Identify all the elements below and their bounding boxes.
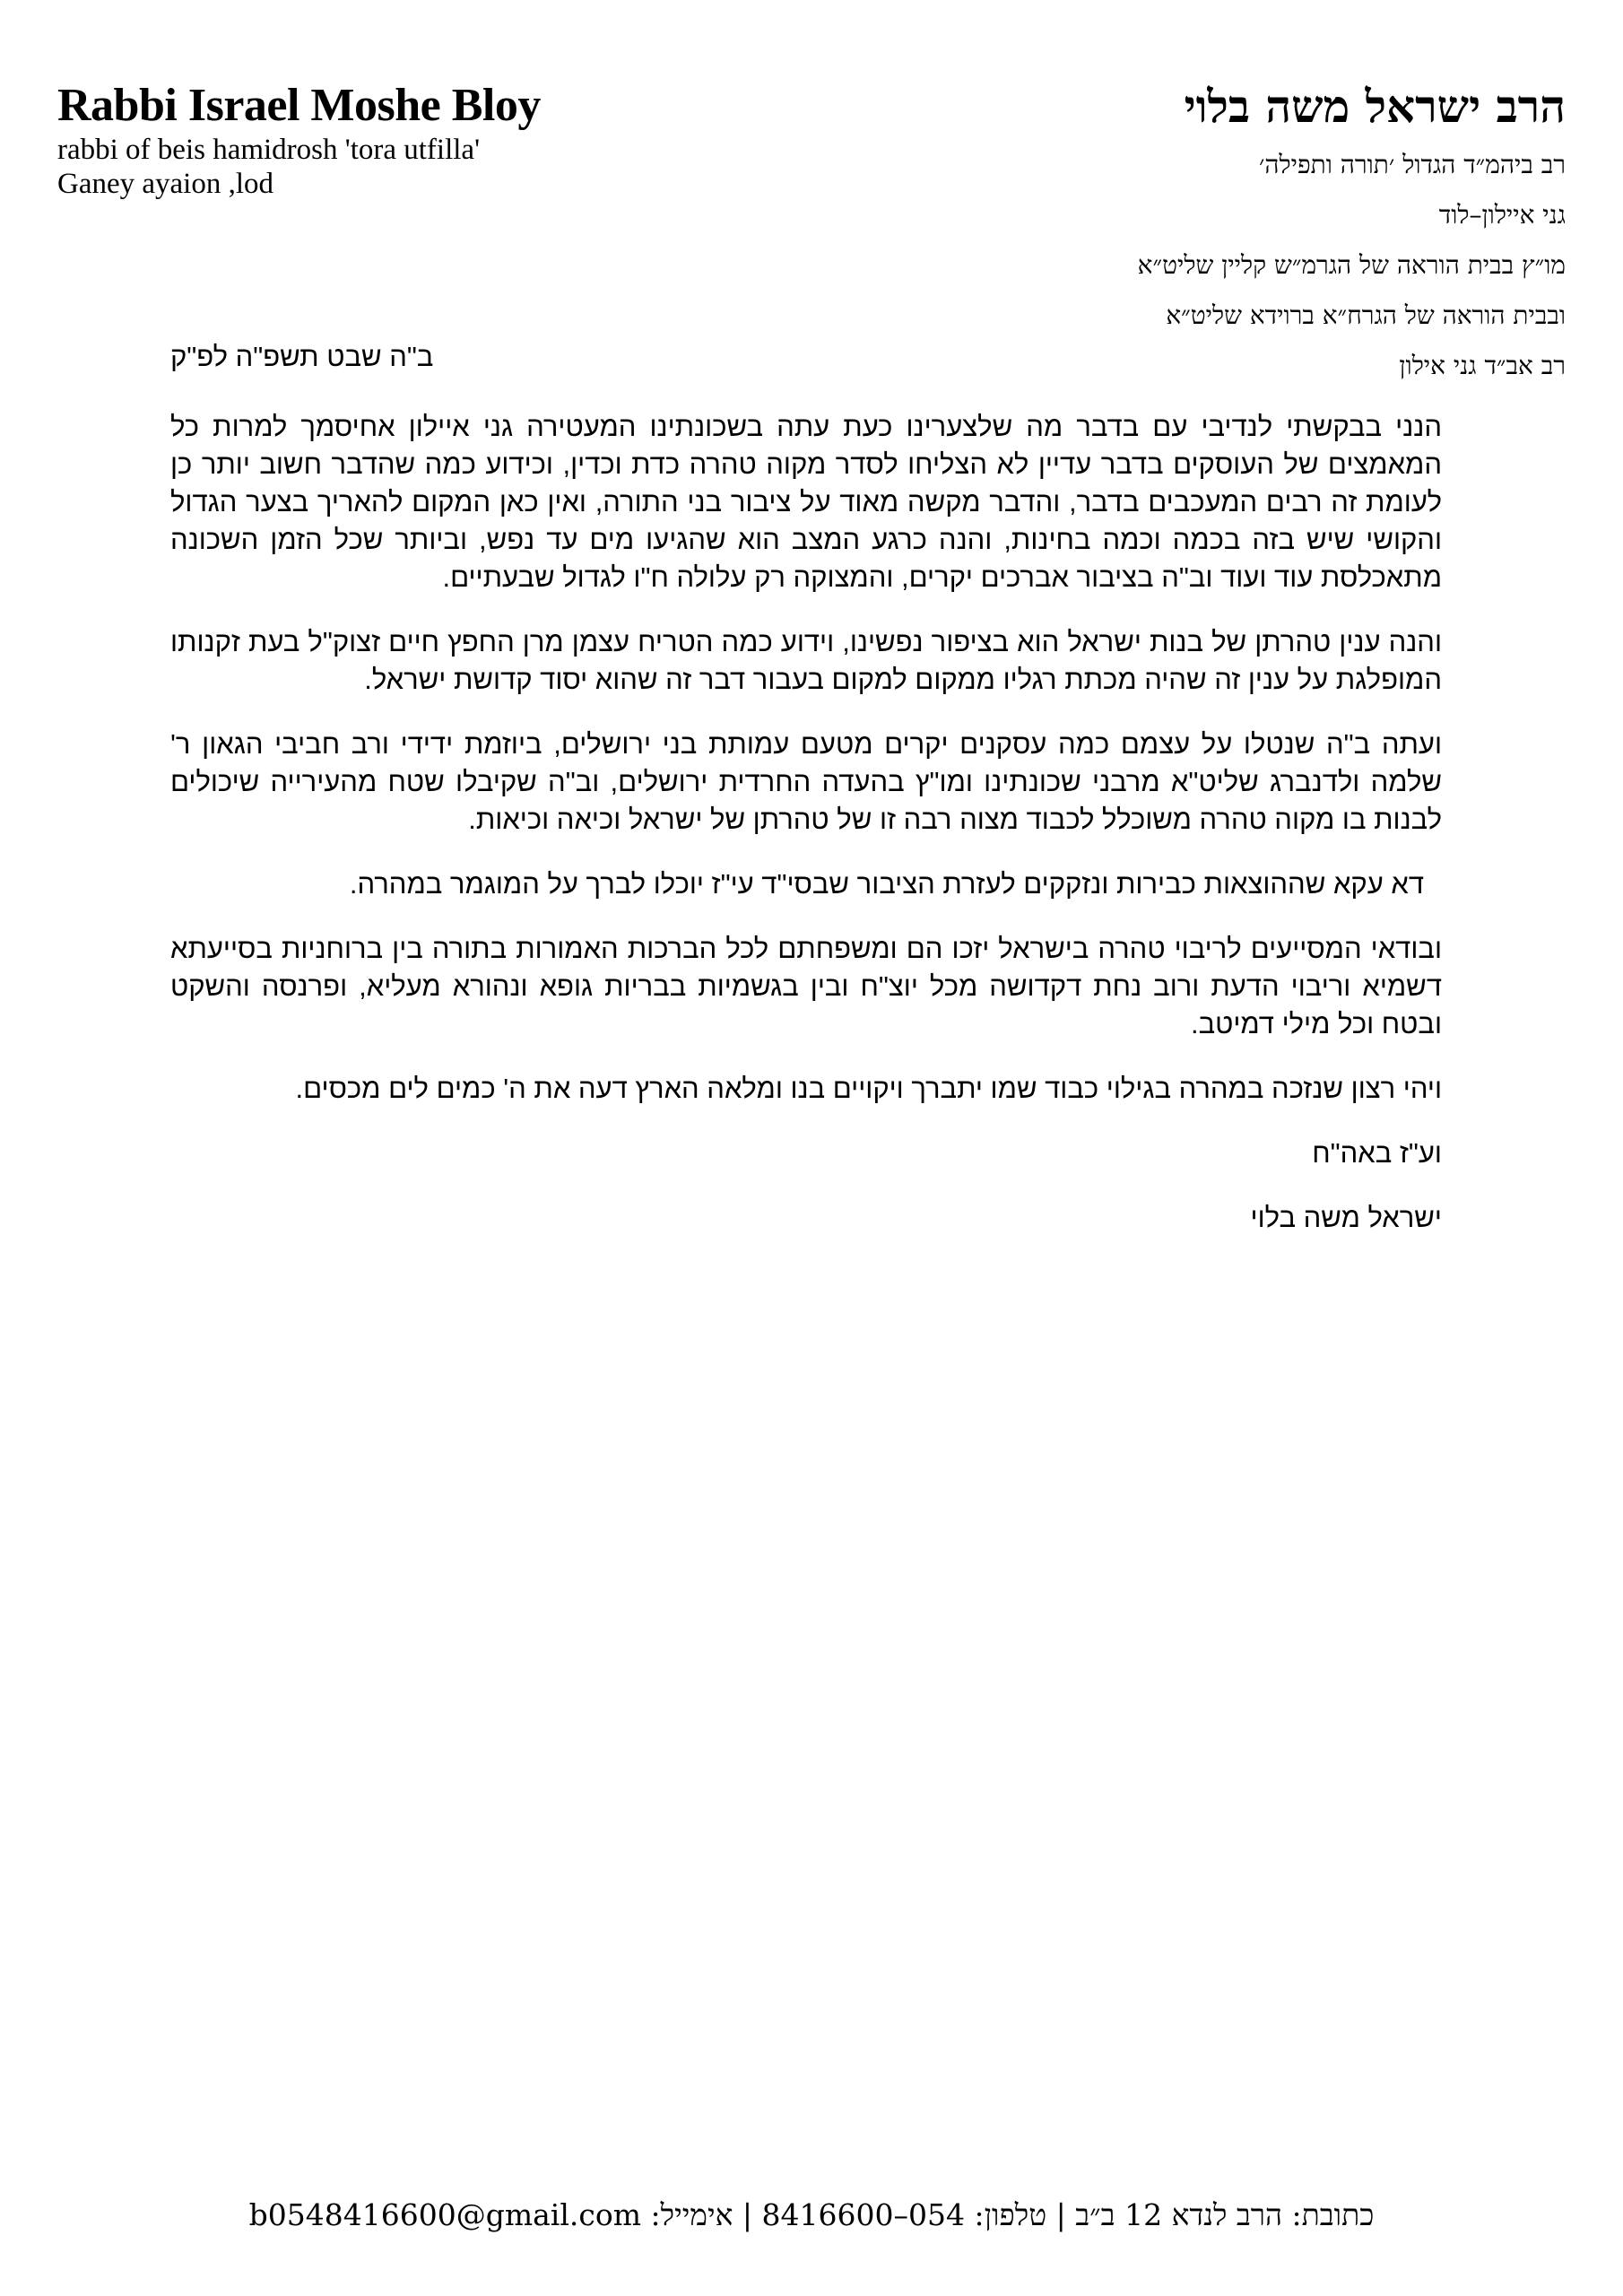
letter-body xyxy=(170,408,1442,1264)
english-location: Ganey ayaion ,lod xyxy=(57,168,274,200)
paragraph: ועתה ב"ה שנטלו על עצמם כמה עסקנים יקרים מטעם עמותת בני ירושלים, ביוזמת ידידי ורב חביבי הגאון ר' שלמה ולדנברג שליט"א מרבני שכונתינו ומו"ץ בהעדה החרדית ירושלים, וב"ה שקיבלו שטח מהעירייה שיכולים לבנות בו מקוה טהרה משוכלל לכבוד מצוה רבה זו של טהרתן של ישראל וכיאה וכיאות. xyxy=(170,728,1442,835)
signature: ישראל משה בלוי xyxy=(1250,1202,1442,1233)
english-letterhead xyxy=(57,79,541,201)
hebrew-title-line: ובבית הוראה של הגרח״א ברוידא שליט״א xyxy=(1166,300,1566,330)
hebrew-title-line: רב אב״ד גני אילון xyxy=(1399,351,1566,380)
english-name: Rabbi Israel Moshe Bloy xyxy=(57,80,541,131)
footer-contact: כתובת: הרב לנדא 12 ב״ב | טלפון: 054–8416600 | אימייל: b0548416600@gmail.com xyxy=(248,2197,1375,2232)
paragraph: ויהי רצון שנזכה במהרה בגילוי כבוד שמו יתברך ויקויים בנו ומלאה הארץ דעה את ה' כמים לים מכסים. xyxy=(295,1073,1442,1104)
paragraph: ובודאי המסייעים לריבוי טהרה בישראל יזכו הם ומשפחתם לכל הברכות האמורות בתורה בין ברוחניות בסייעתא דשמיא וריבוי הדעת ורוב נחת דקדושה מכל יוצ"ח ובין בגשמיות בבריות גופא ונהורא מעליא, ופרנסה והשקט ובטח וכל מילי דמיטב. xyxy=(170,933,1442,1039)
hebrew-title-line: גני איילון–לוד xyxy=(1438,200,1566,230)
paragraph: והנה ענין טהרתן של בנות ישראל הוא בציפור נפשינו, וידוע כמה הטריח עצמן מרן החפץ חיים זצוק"ל בעת זקנותו המופלגת על ענין זה שהיה מכתת רגליו ממקום למקום בעבור דבר זה שהוא יסוד קדושת ישראל. xyxy=(170,626,1442,695)
paragraph: הנני בבקשתי לנדיבי עם בדבר מה שלצערינו כעת עתה בשכונתינו המעטירה גני איילון אחיסמך למרות כל המאמצים של העוסקים בדבר עדיין לא הצליחו לסדר מקוה טהרה כדת וכדין, וכידוע כמה שהדבר חשוב יותר כן לעומת זה רבים המעכבים בדבר, והדבר מקשה מאוד על ציבור בני התורה, ואין כאן המקום להאריך בצער הגדול והקושי שיש בזה בכמה וכמה בחינות, והנה כרגע המצב הוא שהגיעו מים עד נפש, וביותר שכל הזמן השכונה מתאכלסת עוד ועוד וב"ה בציבור אברכים יקרים, והמצוקה רק עלולה ח"ו לגדול שבעתיים. xyxy=(170,411,1442,593)
english-subtitle: rabbi of beis hamidrosh 'tora utfilla' xyxy=(57,134,481,166)
hebrew-letterhead xyxy=(1138,79,1566,391)
paragraph: דא עקא שההוצאות כבירות ונזקקים לעזרת הציבור שבסי"ד עי"ז יוכלו לברך על המוגמר במהרה. xyxy=(349,868,1424,900)
hebrew-name: הרב ישראל משה בלוי xyxy=(1184,80,1566,133)
hebrew-title-line: רב ביהמ״ד הגדול ׳תורה ותפילה׳ xyxy=(1258,150,1566,179)
hebrew-title-line: מו״ץ בבית הוראה של הגרמ״ש קליין שליט״א xyxy=(1137,250,1566,280)
closing: וע"ז באה"ח xyxy=(1312,1137,1442,1169)
letter-date: ב"ה שבט תשפ"ה לפ"ק xyxy=(170,341,434,372)
